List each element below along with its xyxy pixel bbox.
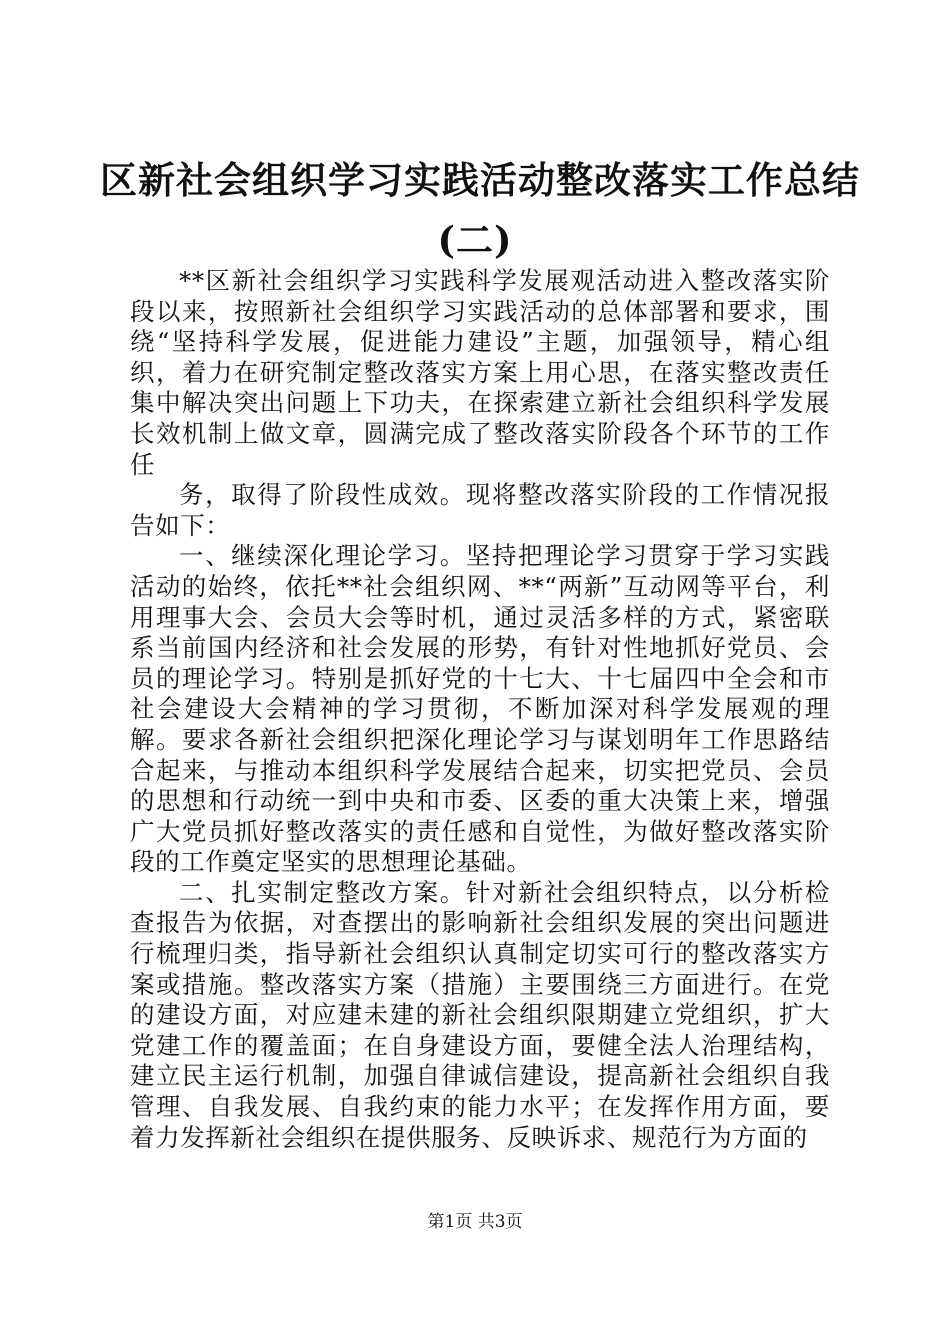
- document-title-line-1: 区新社会组织学习实践活动整改落实工作总结: [100, 158, 860, 202]
- document-body: [130, 266, 830, 1153]
- body-paragraph-4: 二、扎实制定整改方案。针对新社会组织特点，以分析检查报告为依据，对查摆出的影响新社会组织发展的突出问题进行梳理归类，指导新社会组织认真制定切实可行的整改落实方案或措施。整改落实方案（措施）主要围绕三方面进行。在党的建设方面，对应建未建的新社会组织限期建立党组织，扩大党建工作的覆盖面；在自身建设方面，要健全法人治理结构，建立民主运行机制，加强自律诚信建设，提高新社会组织自我管理、自我发展、自我约束的能力水平；在发挥作用方面，要着力发挥新社会组织在提供服务、反映诉求、规范行为方面的: [130, 877, 830, 1152]
- body-paragraph-1: **区新社会组织学习实践科学发展观活动进入整改落实阶段以来，按照新社会组织学习实践活动的总体部署和要求，围绕“坚持科学发展，促进能力建设”主题，加强领导，精心组织，着力在研究制定整改落实方案上用心思，在落实整改责任集中解决突出问题上下功夫，在探索建立新社会组织科学发展长效机制上做文章，圆满完成了整改落实阶段各个环节的工作任: [130, 266, 830, 479]
- body-paragraph-3: 一、继续深化理论学习。坚持把理论学习贯穿于学习实践活动的始终，依托**社会组织网、**“两新”互动网等平台，利用理事大会、会员大会等时机，通过灵活多样的方式，紧密联系当前国内经济和社会发展的形势，有针对性地抓好党员、会员的理论学习。特别是抓好党的十七大、十七届四中全会和市社会建设大会精神的学习贯彻，不断加深对科学发展观的理解。要求各新社会组织把深化理论学习与谋划明年工作思路结合起来，与推动本组织科学发展结合起来，切实把党员、会员的思想和行动统一到中央和市委、区委的重大决策上来，增强广大党员抓好整改落实的责任感和自觉性，为做好整改落实阶段的工作奠定坚实的思想理论基础。: [130, 541, 830, 877]
- document-title-line-2: (二): [437, 218, 513, 262]
- body-paragraph-2: 务，取得了阶段性成效。现将整改落实阶段的工作情况报告如下：: [130, 480, 830, 540]
- page-number-footer: 第1页 共3页: [427, 1212, 523, 1232]
